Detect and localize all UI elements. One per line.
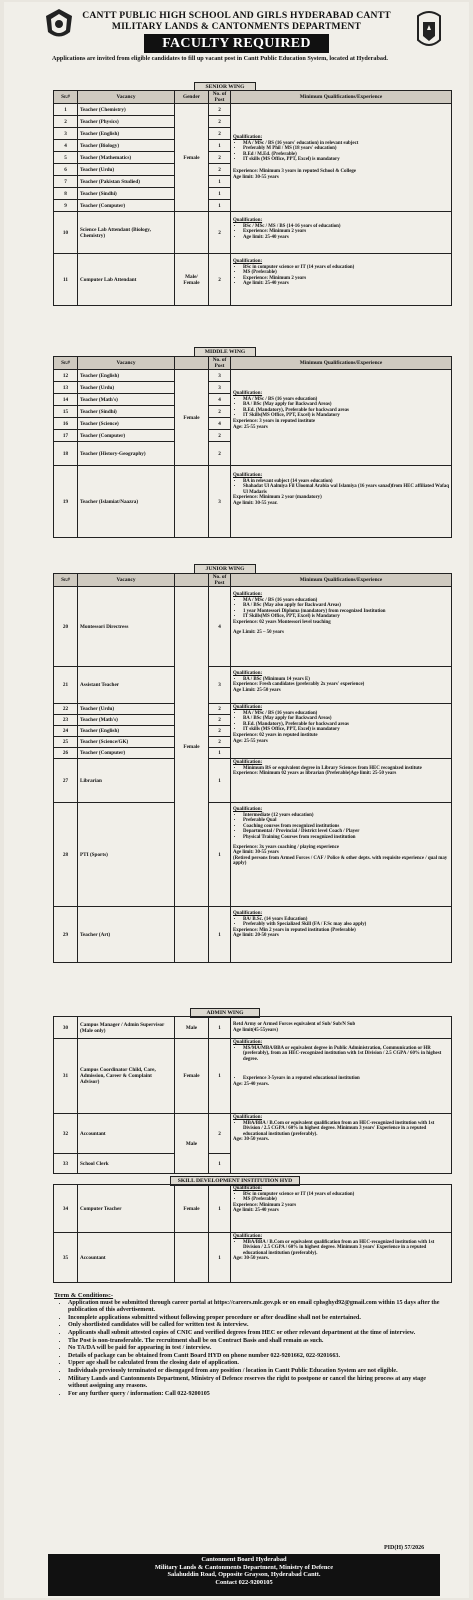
gender-cell: [175, 466, 209, 538]
table-row-posts: 1: [209, 1154, 231, 1174]
department-name: MILITARY LANDS & CANTONMENTS DEPARTMENT: [111, 21, 362, 32]
table-row-posts: 2: [209, 704, 231, 715]
gender-cell: Female: [175, 370, 209, 466]
col-posts: No. of Post: [209, 91, 231, 104]
middle-wing-table: [53, 356, 452, 538]
table-row-sr: 11: [54, 254, 78, 306]
footer-line: Cantonment Board Hyderabad: [201, 1556, 287, 1563]
qualification-cell: Qualification: • MBA/BBA / B.Com or equivalent qualification from an HEC-recognized institution with 1st Division / 2.5 CGPA / 60% in highest degree. Minimum 3 years' Experience in a reputed educational institution (preferably). Age: 30-50 years.: [231, 1233, 452, 1283]
list-item: • Details of package can be obtained from Cantt Board HYD on phone number 022-9201662, 022-9201663.: [68, 1353, 446, 1361]
table-row-posts: 3: [209, 382, 231, 394]
qualification-cell: Qualification: • BA / BSc (Minimum 14 years E) Experience: Fresh candidates (preferably 2x years' experience) Age Limit: 25-50 years: [231, 667, 452, 704]
col-posts: No. of Post: [209, 574, 231, 587]
table-row-sr: 1: [54, 104, 78, 116]
table-row-vacancy: Teacher (Pakistan Studied): [78, 176, 175, 188]
intro-text: Applications are invited from eligible candidates to fill up vacant post in Cantt Public Education System, located at Hyderabad.: [52, 55, 388, 62]
table-row-sr: 31: [54, 1039, 78, 1114]
table-row-posts: 2: [209, 128, 231, 140]
table-row-vacancy: Computer Lab Attendant: [78, 254, 175, 306]
table-row-vacancy: Teacher (Urdu): [78, 164, 175, 176]
table-row-vacancy: Teacher (English): [78, 370, 175, 382]
table-row-vacancy: Campus Manager / Admin Supervisor (Male only): [78, 1017, 175, 1039]
table-row-posts: 4: [209, 418, 231, 430]
table-row-vacancy: Teacher (English): [78, 128, 175, 140]
table-row-vacancy: Teacher (English): [78, 726, 175, 737]
table-row-vacancy: Teacher (Sindhi): [78, 188, 175, 200]
qualification-cell: Qualification: • MA / MSc / BS (16 years education) • BA / BSc (May apply for Backward Areas) • B.Ed. (Mandatory), Preferable for backward areas • IT skills (MS Office, PPT, Excel) is mandatory Experience: 02 years in reputed institute Age: 25-55 years: [231, 704, 452, 759]
table-row-vacancy: Computer Teacher: [78, 1185, 175, 1233]
skill-wing-title: SKILL DEVELOPMENT INSTITUTION HYD: [170, 1176, 300, 1186]
table-row-posts: 3: [209, 466, 231, 538]
col-sr: Sr.#: [54, 91, 78, 104]
gender-cell: Female: [175, 1039, 209, 1114]
qualification-cell: Qualification: • MA / MSc / BS (16 years' education) in relevant subject • Preferably M Phil / MS (18 years' education) • B.Ed / M.Ed. (Preferable) • IT skills (MS Office, PPT, Excel) is mandatory Experience: Minimum 3 years in reputed School & College Age limit: 30-55 years: [231, 104, 452, 212]
table-row-posts: 2: [209, 406, 231, 418]
table-row-posts: 2: [209, 152, 231, 164]
table-row-posts: 2: [209, 212, 231, 254]
table-row-sr: 20: [54, 587, 78, 667]
table-row-posts: 2: [209, 715, 231, 726]
table-row-posts: 1: [209, 176, 231, 188]
list-item: • Upper age shall be calculated from the closing date of application.: [68, 1360, 446, 1368]
table-row-posts: 2: [209, 116, 231, 128]
table-row-sr: 18: [54, 442, 78, 466]
table-row-sr: 29: [54, 907, 78, 963]
qualification-cell: Qualification: • BA in relevant subject (14 years education) • Shahadat Ul Aalmiya Fil Uloomal Arabia wal Islamiya (16 years sanad)from HEC affiliated Wafaq Ul Madaris Experience: Minimum 2 year (mandatory) Age limit: 30-55 year.: [231, 466, 452, 538]
table-row-posts: 2: [209, 726, 231, 737]
table-row-sr: 19: [54, 466, 78, 538]
gender-cell: [175, 212, 209, 254]
qualification-cell: Qualification: • BSc in computer science or IT (14 years of education) • MS (Preferable) Experience: Minimum 2 years Age limit: 25-40 years: [231, 1185, 452, 1233]
table-row-sr: 12: [54, 370, 78, 382]
table-row-vacancy: School Clerk: [78, 1154, 175, 1174]
table-row-posts: 2: [209, 442, 231, 466]
col-sr: Sr.#: [54, 357, 78, 370]
table-row-sr: 15: [54, 406, 78, 418]
col-vacancy: Vacancy: [78, 357, 175, 370]
table-row-sr: 33: [54, 1154, 78, 1174]
gender-cell: Female: [175, 587, 209, 907]
footer-contact: [48, 1554, 440, 1596]
table-row-sr: 27: [54, 759, 78, 803]
skill-wing-table: [53, 1184, 452, 1283]
table-row-vacancy: Teacher (Chemistry): [78, 104, 175, 116]
qualification-cell: Qualification: • MA / MSc / BS (16 years education) • BA / BSc (May also apply for Backward Areas) • 1 year Montessori Diploma (mandatory) from recognized Institution • IT Skills(MS Office, PPT, Excel) is Mandatory Experience: 02 years Montessori level teaching Age Limit: 25 – 50 years: [231, 587, 452, 667]
col-vacancy: Vacancy: [78, 91, 175, 104]
table-row-posts: 1: [209, 1017, 231, 1039]
gender-cell: Male: [175, 1017, 209, 1039]
table-row-sr: 25: [54, 737, 78, 748]
list-item: • Applicants shall submit attested copies of CNIC and verified degrees from HEC or other relevant department at the time of interview.: [68, 1330, 446, 1338]
table-row-vacancy: Teacher (Urdu): [78, 704, 175, 715]
table-row-sr: 16: [54, 418, 78, 430]
table-row-vacancy: Teacher (Science): [78, 418, 175, 430]
table-row-vacancy: Teacher (Biology): [78, 140, 175, 152]
col-sr: Sr.#: [54, 574, 78, 587]
table-row-sr: 32: [54, 1114, 78, 1154]
table-row-vacancy: Teacher (Computer): [78, 748, 175, 759]
qualification-cell: Qualification: • BSc / MSc / MS / BS (14-16 years of education) • Experience: Minimum 2 years • Age limit: 25-40 years: [231, 212, 452, 254]
gender-cell: [175, 1233, 209, 1283]
table-row-sr: 21: [54, 667, 78, 704]
table-row-posts: 1: [209, 200, 231, 212]
gender-cell: Female: [175, 104, 209, 212]
qualification-cell: Retd Army or Armed Forces equivalent of Sub/ Sub/N Sub Age limit(45-55years): [231, 1017, 452, 1039]
table-row-posts: 3: [209, 667, 231, 704]
list-item: • Individuals previously terminated or disengaged from any position / location in Cantt Public Education System are not eligible.: [68, 1368, 446, 1376]
table-row-vacancy: Librarian: [78, 759, 175, 803]
col-qualification: Minimum Qualifications/Experience: [231, 357, 452, 370]
qualification-cell: Qualification: • MS/MA/MBA/BBA or equivalent degree in Public Administration, Communication or HR (preferably), from an HEC-recognized institution with 1st Division / 2.5 CGPA / 60% in highest degree. • Experience 3-5years in a reputed educational institution Age: 25-40 years.: [231, 1039, 452, 1114]
school-name: CANTT PUBLIC HIGH SCHOOL AND GIRLS HYDERABAD CANTT: [82, 10, 391, 21]
gender-cell: Male/ Female: [175, 254, 209, 306]
headline-banner: FACULTY REQUIRED: [144, 34, 329, 53]
table-row-sr: 7: [54, 176, 78, 188]
table-row-sr: 17: [54, 430, 78, 442]
table-row-vacancy: Teacher (Mathematics): [78, 152, 175, 164]
terms-section: [54, 1292, 446, 1398]
table-row-vacancy: Teacher (Math's): [78, 394, 175, 406]
table-row-posts: 1: [209, 188, 231, 200]
senior-wing-title: SENIOR WING: [194, 82, 256, 92]
qualification-cell: Qualification: • BA/ B.Sc. (14 years Education) • Preferably with Specialized Skill (FA / F.Sc may also apply) Experience: Min 2 years in reputed institution (Preferable) Age limit: 20-50 years: [231, 907, 452, 963]
admin-wing-table: [53, 1016, 452, 1174]
list-item: • No TA/DA will be paid for appearing in test / interview.: [68, 1345, 446, 1353]
table-row-vacancy: Teacher (History-Geography): [78, 442, 175, 466]
table-row-sr: 2: [54, 116, 78, 128]
table-row-sr: 3: [54, 128, 78, 140]
table-row-posts: 1: [209, 1233, 231, 1283]
table-row-sr: 35: [54, 1233, 78, 1283]
table-row-sr: 9: [54, 200, 78, 212]
table-row-posts: 1: [209, 140, 231, 152]
advertisement-page: [4, 2, 469, 1598]
pid-number: PID(H) 57/2026: [384, 1545, 425, 1551]
gender-cell: Male: [175, 1114, 209, 1174]
table-row-vacancy: Teacher (Science/GK): [78, 737, 175, 748]
table-row-posts: 4: [209, 587, 231, 667]
footer-line: Military Lands & Cantonments Department, Ministry of Defence: [154, 1563, 334, 1571]
table-row-sr: 23: [54, 715, 78, 726]
table-row-posts: 2: [209, 430, 231, 442]
qualification-cell: Qualification: • Intermediate (12 years education) • Preferable Qual • Coaching courses from recognized institutions • Departmental / Provincial / District level Coach / Player • Physical Training Courses from recognized institution Experience: 3x years coaching / playing experience Age limit: 30-55 years (Retired persons from Armed Forces / CAF / Police & other depts. with requisite experience / qual may apply): [231, 803, 452, 907]
table-row-sr: 30: [54, 1017, 78, 1039]
table-row-sr: 6: [54, 164, 78, 176]
table-row-vacancy: Teacher (Computer): [78, 200, 175, 212]
table-row-vacancy: Accountant: [78, 1233, 175, 1283]
table-row-sr: 4: [54, 140, 78, 152]
junior-wing-table: [53, 573, 452, 963]
table-row-posts: 1: [209, 907, 231, 963]
qualification-cell: Qualification: • BSc in computer science or IT (14 years of education) • MS (Preferable) • Experience: Minimum 2 years • Age limit: 25-40 years: [231, 254, 452, 306]
table-row-vacancy: Teacher (Physics): [78, 116, 175, 128]
header: [4, 2, 469, 68]
middle-wing-title: MIDDLE WING: [194, 347, 256, 357]
table-row-posts: 1: [209, 759, 231, 803]
table-row-vacancy: Teacher (Computer): [78, 430, 175, 442]
terms-title: Term & Conditions:-: [54, 1292, 114, 1299]
table-row-vacancy: Assistant Teacher: [78, 667, 175, 704]
table-row-sr: 34: [54, 1185, 78, 1233]
table-row-posts: 2: [209, 737, 231, 748]
junior-wing-title: JUNIOR WING: [194, 564, 256, 574]
table-row-sr: 24: [54, 726, 78, 737]
table-row-posts: 1: [209, 1039, 231, 1114]
qualification-cell: Qualification: • MA / MSc / BS (16 years education) • BA / BSc (May apply for Backward Areas) • B.Ed. (Mandatory), Preferable for backward areas • IT Skills(MS Office, PPT, Excel) is Mandatory Experience: 3 years in reputed institute Age: 25-55 years: [231, 370, 452, 466]
table-row-sr: 14: [54, 394, 78, 406]
table-row-posts: 2: [209, 164, 231, 176]
table-row-posts: 1: [209, 1185, 231, 1233]
table-row-vacancy: Montessori Directress: [78, 587, 175, 667]
table-row-sr: 10: [54, 212, 78, 254]
footer-line: Contact 022-9200105: [215, 1578, 273, 1586]
table-row-vacancy: PTI (Sports): [78, 803, 175, 907]
table-row-sr: 28: [54, 803, 78, 907]
table-row-vacancy: Teacher (Urdu): [78, 382, 175, 394]
col-gender: [175, 574, 209, 587]
table-row-posts: 4: [209, 394, 231, 406]
qualification-cell: Qualification: • MBA/BBA / B.Com or equivalent qualification from an HEC-recognized institution with 1st Division / 2.5 CGPA / 60% in highest degree. Minimum 3 years' Experience in a reputed educational institution (preferably). Age: 30-50 years.: [231, 1114, 452, 1174]
qualification-cell: Qualification: • Minimum BS or equivalent degree in Library Sciences from HEC recognized institute Experience: Minimum 02 years as librarian (Preferable)Age limit: 25-50 years: [231, 759, 452, 803]
senior-wing-table: [53, 90, 452, 306]
table-row-sr: 5: [54, 152, 78, 164]
table-row-posts: 1: [209, 803, 231, 907]
table-row-vacancy: Teacher (Math's): [78, 715, 175, 726]
table-row-posts: 1: [209, 748, 231, 759]
list-item: • Application must be submitted through career portal at https://careers.mlc.gov.pk or on email cphsghyd92@gmail.com within 15 days after the publication of this advertisement.: [68, 1300, 446, 1315]
list-item: • For any further query / information: Call 022-9200105: [68, 1391, 446, 1399]
list-item: • The Post is non-transferable. The recruitment shall be on Contract Basis and shall remain as such.: [68, 1338, 446, 1346]
footer-line: Salahuddin Road, Opposite Grayson, Hyderabad Cantt.: [167, 1571, 321, 1579]
col-gender: Gender: [175, 91, 209, 104]
table-row-vacancy: Teacher (Sindhi): [78, 406, 175, 418]
gender-cell: Female: [175, 1185, 209, 1233]
col-qualification: Minimum Qualifications/Experience: [231, 91, 452, 104]
col-vacancy: Vacancy: [78, 574, 175, 587]
admin-wing-title: ADMIN WING: [190, 1008, 260, 1018]
table-row-sr: 22: [54, 704, 78, 715]
gender-cell: [175, 907, 209, 963]
table-row-vacancy: Science Lab Attendant (Biology, Chemistry): [78, 212, 175, 254]
col-posts: No. of Post: [209, 357, 231, 370]
list-item: • Only shortlisted candidates will be called for written test & interview.: [68, 1322, 446, 1330]
col-qualification: Minimum Qualifications/Experience: [231, 574, 452, 587]
col-gender: [175, 357, 209, 370]
table-row-sr: 13: [54, 382, 78, 394]
table-row-sr: 8: [54, 188, 78, 200]
table-row-posts: 3: [209, 370, 231, 382]
table-row-vacancy: Accountant: [78, 1114, 175, 1154]
table-row-posts: 2: [209, 1114, 231, 1154]
table-row-vacancy: Teacher (Islamiat/Naazra): [78, 466, 175, 538]
table-row-posts: 2: [209, 254, 231, 306]
table-row-vacancy: Campus Coordinator Child, Care, Admission, Career & Complaint Advisor): [78, 1039, 175, 1114]
table-row-sr: 26: [54, 748, 78, 759]
mlcd-emblem-icon: [412, 10, 446, 50]
list-item: • Military Lands and Cantonments Department, Ministry of Defence reserves the right to postpone or cancel the hiring process at any stage without assigning any reasons.: [68, 1376, 446, 1391]
table-row-posts: 2: [209, 104, 231, 116]
list-item: • Incomplete applications submitted without following proper procedure or after deadline shall not be entertained.: [68, 1315, 446, 1323]
table-row-vacancy: Teacher (Art): [78, 907, 175, 963]
